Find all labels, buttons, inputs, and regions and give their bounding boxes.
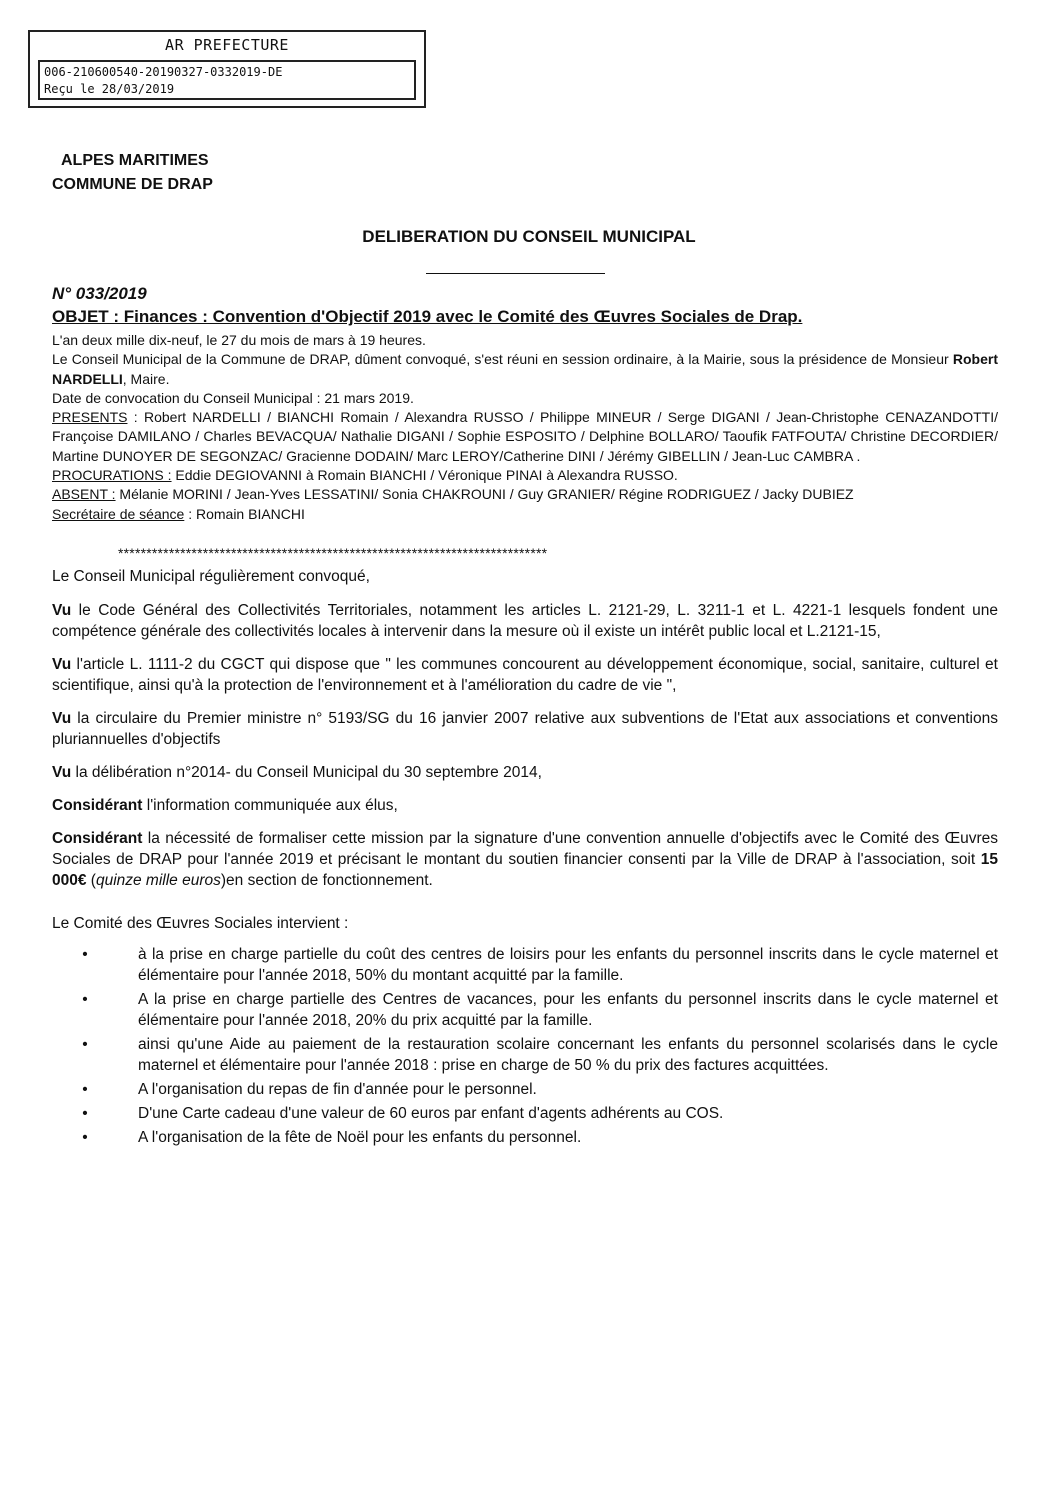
vu-paragraph: Vu l'article L. 1111-2 du CGCT qui dispose que " les communes concourent au développement économique, social, sanitaire, culturel et scientifique, ainsi qu'à la protection de l'environnement et à l'amélioration du cadre de vie ", xyxy=(52,656,998,694)
title-underline xyxy=(426,273,605,274)
vu-paragraph: Vu la circulaire du Premier ministre n° 5193/SG du 16 janvier 2007 relative aux subventions de l'Etat aux associations et conventions pluriannuelles d'objectifs xyxy=(52,710,998,748)
cos-action-list xyxy=(104,944,998,1148)
issuer-header xyxy=(52,149,213,197)
department-name: ALPES MARITIMES xyxy=(61,152,209,169)
session-date: L'an deux mille dix-neuf, le 27 du mois de mars à 19 heures. xyxy=(52,332,426,348)
list-item: • A l'organisation du repas de fin d'année pour le personnel. xyxy=(104,1079,998,1100)
stamp-title: AR PREFECTURE xyxy=(165,36,289,54)
mayor-name: Robert NARDELLI xyxy=(52,351,998,387)
presents-list: PRESENTS : Robert NARDELLI / BIANCHI Romain / Alexandra RUSSO / Philippe MINEUR / Serge DIGANI / Jean-Christophe CENAZANDOTTI/ Françoise DAMILANO / Charles BEVACQUA/ Nathalie DIGANI / Sophie ESPOSITO / Delphine BOLLARO/ Taoufik FATFOUTA/ Christine DECORDIER/ Martine DUNOYER DE SEGONZAC/ Gracienne DODAIN/ Marc LEROY/Catherine DINI / Jérémy GIBELLIN / Jean-Luc CAMBRA . xyxy=(52,409,998,464)
session-details xyxy=(52,331,998,524)
list-item: • D'une Carte cadeau d'une valeur de 60 euros par enfant d'agents adhérents au COS. xyxy=(104,1103,998,1124)
secretary: Secrétaire de séance : Romain BIANCHI xyxy=(52,505,305,522)
absent-label: ABSENT : xyxy=(52,486,116,503)
body-intro: Le Conseil Municipal régulièrement convoqué, xyxy=(52,568,370,585)
considerant-paragraph: Considérant l'information communiquée aux élus, xyxy=(52,797,398,814)
list-item: • à la prise en charge partielle du coût des centres de loisirs pour les enfants du personnel inscrits dans le cycle maternel et élémentaire pour l'année 2018, 50% du montant acquitté par la famille. xyxy=(104,944,998,986)
prefecture-stamp xyxy=(28,30,426,108)
subsidy-amount: 15 000€ xyxy=(52,851,998,889)
vu-paragraph: Vu la délibération n°2014- du Conseil Municipal du 30 septembre 2014, xyxy=(52,764,542,781)
document-title: DELIBERATION DU CONSEIL MUNICIPAL xyxy=(362,227,696,246)
convocation-date: Date de convocation du Conseil Municipal : 21 mars 2019. xyxy=(52,389,414,406)
stamp-reference: 006-210600540-20190327-0332019-DE xyxy=(44,65,283,79)
considerant-paragraph: Considérant la nécessité de formaliser cette mission par la signature d'une convention annuelle d'objectifs avec le Comité des Œuvres Sociales de DRAP pour l'année 2019 et précisant le montant du soutien financier consenti par la Ville de DRAP à l'association, soit 15 000€ (quinze mille euros)en section de fonctionnement. xyxy=(52,830,998,889)
list-item: • A la prise en charge partielle des Centres de vacances, pour les enfants du personnel inscrits dans le cycle maternel et élémentaire pour l'année 2018, 20% du prix acquitté par la famille. xyxy=(104,989,998,1031)
cos-intro: Le Comité des Œuvres Sociales intervient : xyxy=(52,915,349,932)
stamp-received-date: Reçu le 28/03/2019 xyxy=(44,82,175,96)
deliberation-body xyxy=(52,566,998,1151)
deliberation-number: N° 033/2019 xyxy=(52,284,147,303)
vu-paragraph: Vu le Code Général des Collectivités Territoriales, notamment les articles L. 2121-29, L. 3211-1 et L. 4221-1 lesquels fondent une compétence générale des collectivités locales à intervenir dans la mesure où il existe un intérêt public local et L.2121-15, xyxy=(52,602,998,640)
deliberation-subject: OBJET : Finances : Convention d'Objectif 2019 avec le Comité des Œuvres Sociales de Drap. xyxy=(52,307,803,326)
secretary-label: Secrétaire de séance xyxy=(52,505,185,522)
separator-line: **************************************************************************** xyxy=(118,545,548,561)
presents-label: PRESENTS xyxy=(52,409,128,426)
absent-list: ABSENT : Mélanie MORINI / Jean-Yves LESSATINI/ Sonia CHAKROUNI / Guy GRANIER/ Régine RODRIGUEZ / Jacky DUBIEZ xyxy=(52,486,854,503)
list-item: • A l'organisation de la fête de Noël pour les enfants du personnel. xyxy=(104,1127,998,1148)
commune-name: COMMUNE DE DRAP xyxy=(52,176,213,193)
session-council: Le Conseil Municipal de la Commune de DRAP, dûment convoqué, s'est réuni en session ordinaire, à la Mairie, sous la présidence de Monsieur Robert NARDELLI, Maire. xyxy=(52,351,998,387)
procurations-label: PROCURATIONS : xyxy=(52,467,172,484)
list-item: • ainsi qu'une Aide au paiement de la restauration scolaire concernant les enfants du personnel scolarisés dans le cycle maternel et élémentaire pour l'année 2018 : prise en charge de 50 % du prix des factures acquittées. xyxy=(104,1034,998,1076)
cos-actions xyxy=(104,944,998,1148)
procurations-list: PROCURATIONS : Eddie DEGIOVANNI à Romain BIANCHI / Véronique PINAI à Alexandra RUSSO. xyxy=(52,467,678,484)
stamp-reference-box xyxy=(38,60,416,100)
